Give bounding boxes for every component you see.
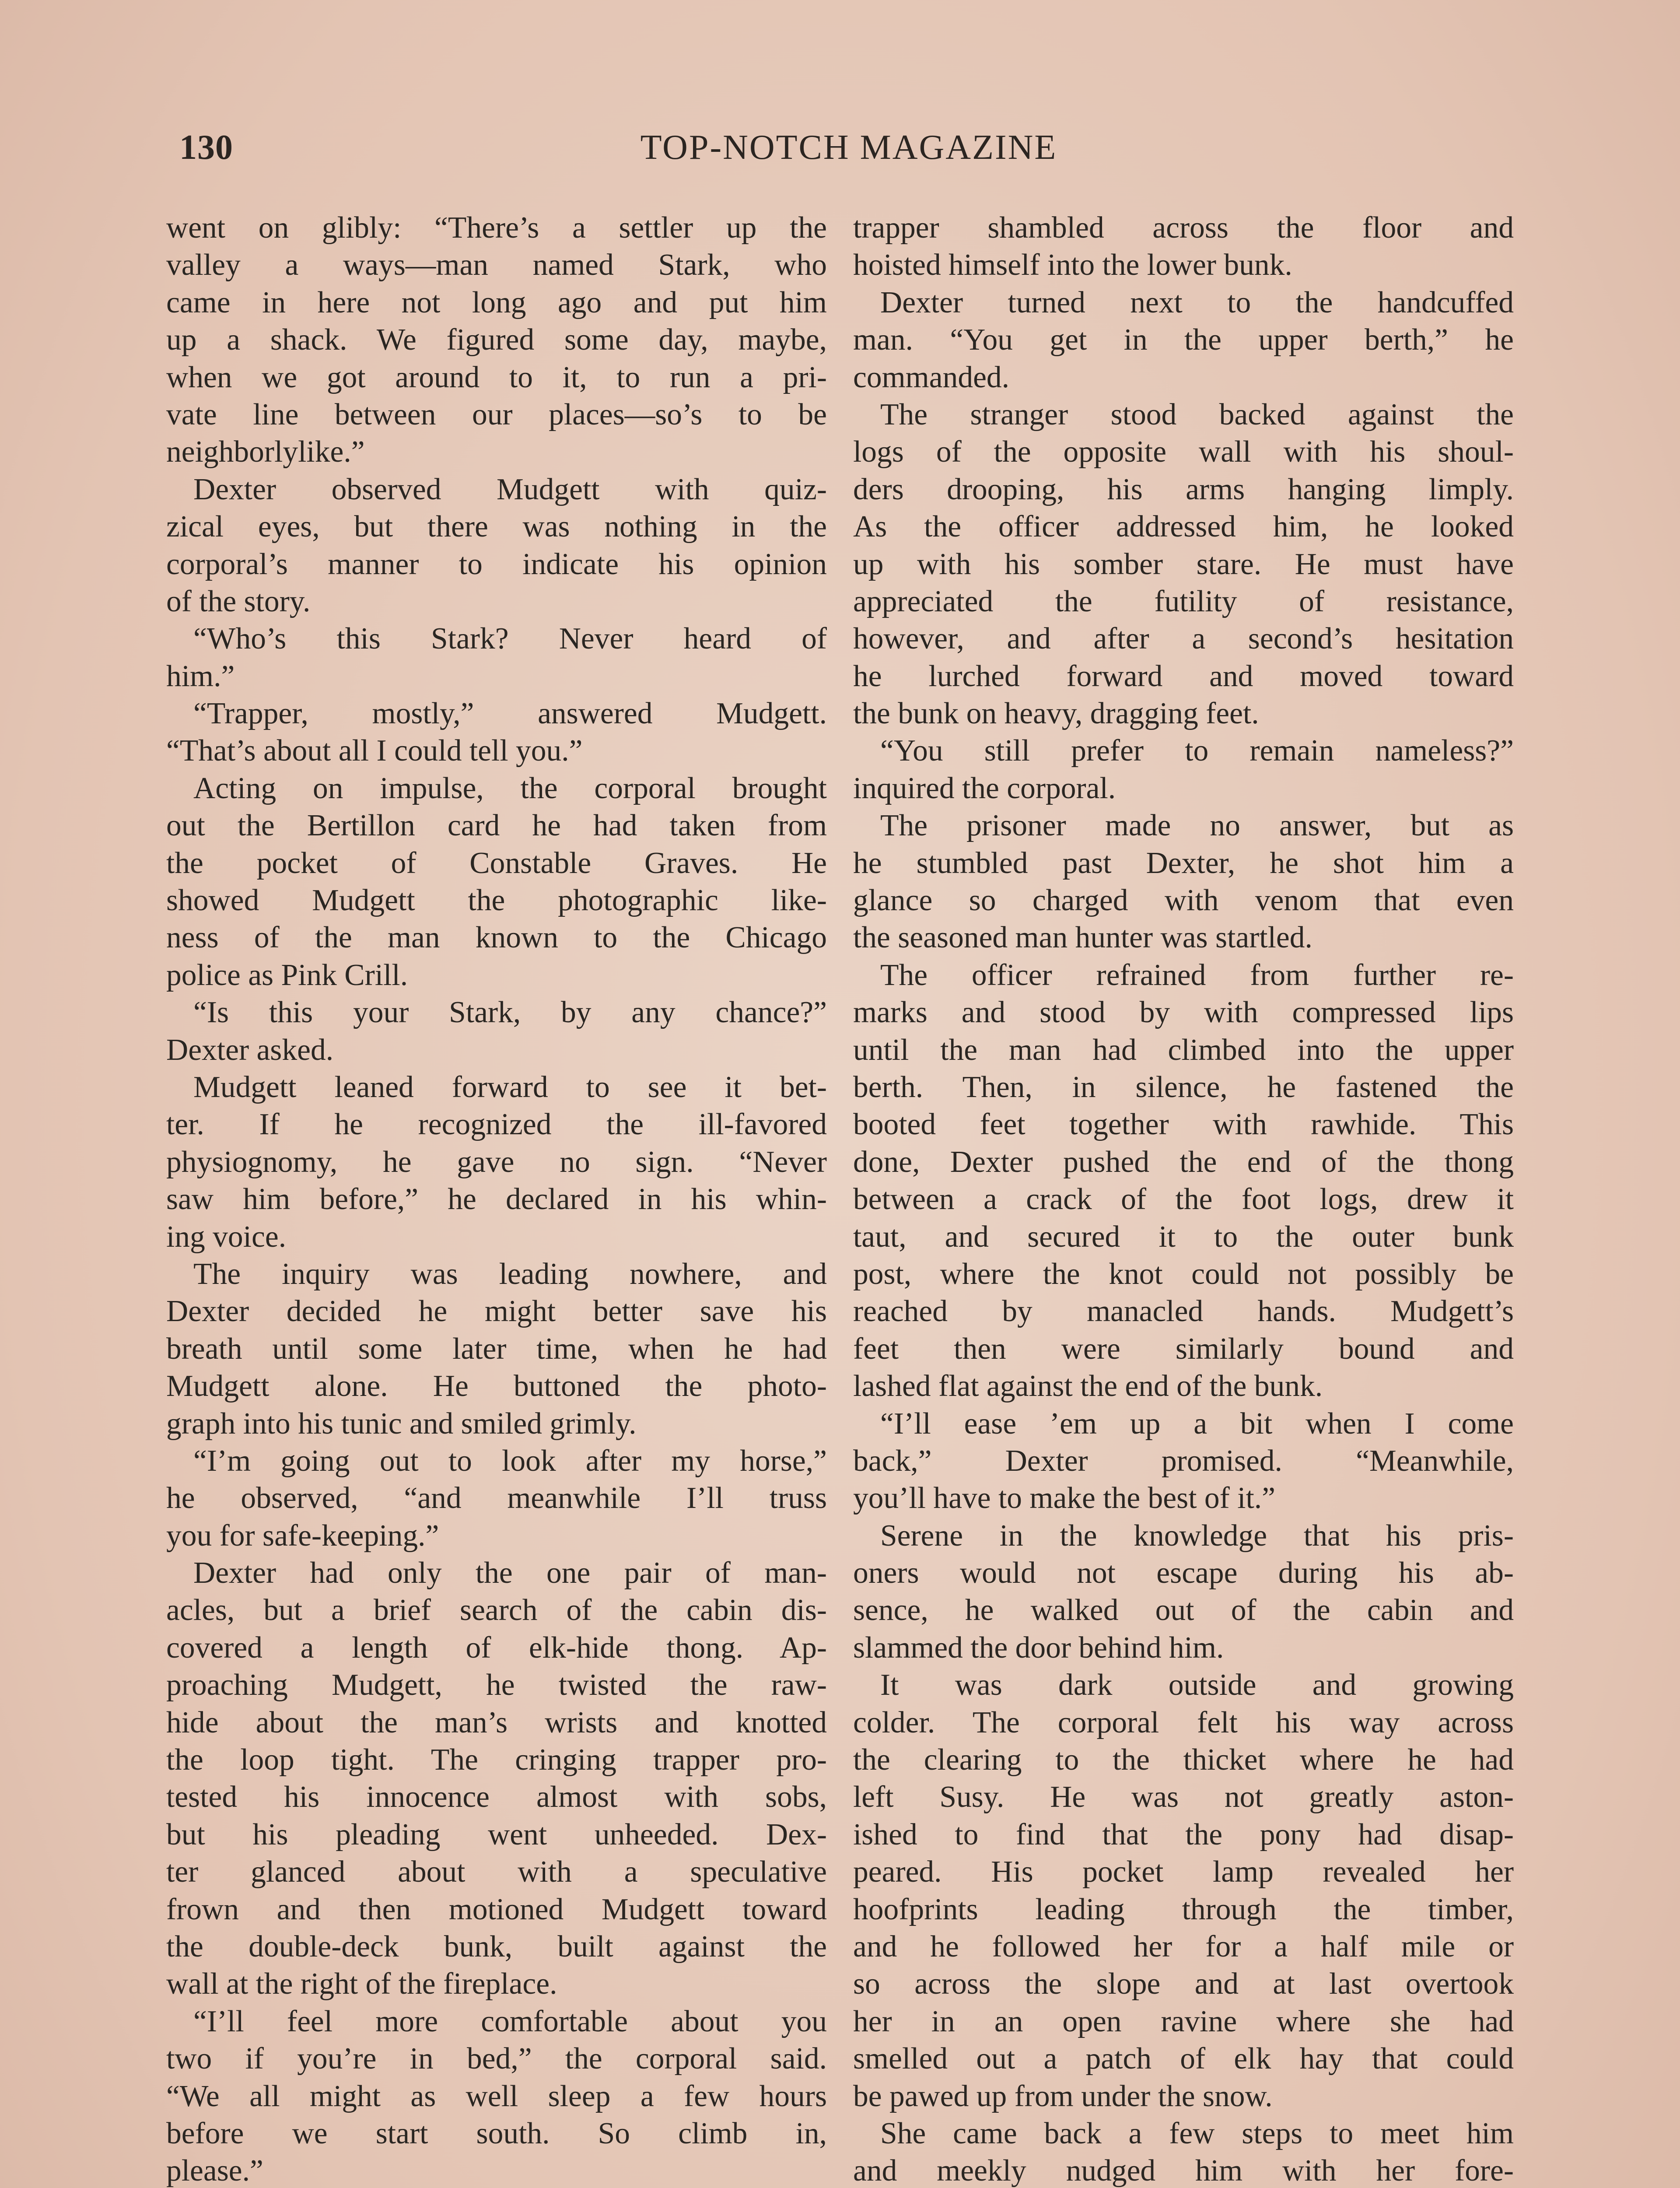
page-header bbox=[179, 128, 1509, 176]
text-line: inquired the corporal. bbox=[853, 771, 1116, 805]
text-line: colder. The corporal felt his way across bbox=[853, 1705, 1514, 1739]
text-line: The prisoner made no answer, but as bbox=[880, 809, 1514, 843]
text-line: It was dark outside and growing bbox=[880, 1668, 1514, 1702]
text-line: berth. Then, in silence, he fastened the bbox=[853, 1070, 1514, 1104]
text-line: valley a ways—man named Stark, who bbox=[166, 248, 827, 282]
text-line: “I’ll ease ’em up a bit when I come bbox=[880, 1406, 1514, 1441]
text-line: up a shack. We figured some day, maybe, bbox=[166, 323, 827, 357]
text-line: feet then were similarly bound and bbox=[853, 1332, 1514, 1366]
text-line: be pawed up from under the snow. bbox=[853, 2079, 1273, 2113]
text-line: Acting on impulse, the corporal brought bbox=[193, 771, 827, 805]
text-line: before we start south. So climb in, bbox=[166, 2116, 827, 2150]
text-line: glance so charged with venom that even bbox=[853, 884, 1514, 918]
text-line: The inquiry was leading nowhere, and bbox=[193, 1257, 827, 1291]
text-line: please.” bbox=[166, 2154, 263, 2188]
text-line: She came back a few steps to meet him bbox=[880, 2116, 1514, 2150]
magazine-title: TOP-NOTCH MAGAZINE bbox=[640, 128, 1057, 167]
text-line: frown and then motioned Mudgett toward bbox=[166, 1892, 827, 1926]
text-line: ders drooping, his arms hanging limply. bbox=[853, 472, 1514, 506]
text-line: the loop tight. The cringing trapper pro- bbox=[166, 1743, 827, 1777]
text-line: commanded. bbox=[853, 360, 1010, 394]
text-line: the bunk on heavy, dragging feet. bbox=[853, 697, 1259, 731]
text-line: “That’s about all I could tell you.” bbox=[166, 734, 583, 768]
text-line: hide about the man’s wrists and knotted bbox=[166, 1705, 827, 1739]
text-line: however, and after a second’s hesitation bbox=[853, 622, 1514, 656]
text-line: hoofprints leading through the timber, bbox=[853, 1892, 1514, 1926]
text-line: so across the slope and at last overtook bbox=[853, 1967, 1514, 2001]
text-line: up with his somber stare. He must have bbox=[853, 547, 1514, 581]
text-line: when we got around to it, to run a pri- bbox=[166, 360, 827, 394]
text-line: he stumbled past Dexter, he shot him a bbox=[853, 846, 1514, 880]
text-line: proaching Mudgett, he twisted the raw- bbox=[166, 1668, 827, 1702]
text-line: until the man had climbed into the upper bbox=[853, 1033, 1514, 1067]
text-line: graph into his tunic and smiled grimly. bbox=[166, 1406, 637, 1441]
text-line: lashed flat against the end of the bunk. bbox=[853, 1369, 1323, 1403]
page-number: 130 bbox=[179, 128, 233, 167]
text-line: tested his innocence almost with sobs, bbox=[166, 1780, 827, 1814]
text-line: peared. His pocket lamp revealed her bbox=[853, 1855, 1514, 1889]
text-line: oners would not escape during his ab- bbox=[853, 1556, 1514, 1590]
text-line: Dexter asked. bbox=[166, 1033, 334, 1067]
text-line: and meekly nudged him with her fore- bbox=[853, 2154, 1514, 2188]
text-line: corporal’s manner to indicate his opinion bbox=[166, 547, 827, 581]
text-line: sence, he walked out of the cabin and bbox=[853, 1593, 1514, 1627]
text-line: went on glibly: “There’s a settler up the bbox=[166, 211, 827, 245]
text-line: reached by manacled hands. Mudgett’s bbox=[853, 1294, 1514, 1329]
text-line: vate line between our places—so’s to be bbox=[166, 397, 827, 431]
text-line: ing voice. bbox=[166, 1220, 287, 1254]
text-line: taut, and secured it to the outer bunk bbox=[853, 1220, 1514, 1254]
text-line: Mudgett leaned forward to see it bet- bbox=[193, 1070, 827, 1104]
left-text-column bbox=[166, 209, 827, 2188]
text-line: ter. If he recognized the ill-favored bbox=[166, 1108, 827, 1142]
text-line: wall at the right of the fireplace. bbox=[166, 1967, 557, 2001]
text-line: ished to find that the pony had disap- bbox=[853, 1817, 1514, 1851]
text-line: acles, but a brief search of the cabin dis- bbox=[166, 1593, 827, 1627]
text-line: logs of the opposite wall with his shoul- bbox=[853, 435, 1514, 469]
text-line: police as Pink Crill. bbox=[166, 958, 408, 992]
text-line: but his pleading went unheeded. Dex- bbox=[166, 1817, 827, 1851]
text-line: between a crack of the foot logs, drew it bbox=[853, 1182, 1514, 1217]
text-line: left Susy. He was not greatly aston- bbox=[853, 1780, 1514, 1814]
text-line: marks and stood by with compressed lips bbox=[853, 996, 1514, 1030]
text-line: Serene in the knowledge that his pris- bbox=[880, 1518, 1514, 1553]
text-line: As the officer addressed him, he looked bbox=[853, 510, 1514, 544]
text-line: back,” Dexter promised. “Meanwhile, bbox=[853, 1444, 1514, 1478]
text-line: breath until some later time, when he had bbox=[166, 1332, 827, 1366]
text-line: done, Dexter pushed the end of the thong bbox=[853, 1145, 1514, 1179]
text-line: “Trapper, mostly,” answered Mudgett. bbox=[193, 697, 827, 731]
text-line: smelled out a patch of elk hay that could bbox=[853, 2042, 1514, 2076]
text-line: you’ll have to make the best of it.” bbox=[853, 1481, 1275, 1515]
text-line: saw him before,” he declared in his whin- bbox=[166, 1182, 827, 1217]
text-line: and he followed her for a half mile or bbox=[853, 1929, 1514, 1964]
text-line: Dexter turned next to the handcuffed bbox=[880, 285, 1514, 319]
text-line: came in here not long ago and put him bbox=[166, 285, 827, 319]
text-line: Dexter observed Mudgett with quiz- bbox=[193, 472, 827, 506]
text-line: the seasoned man hunter was startled. bbox=[853, 921, 1312, 955]
text-line: the pocket of Constable Graves. He bbox=[166, 846, 827, 880]
text-line: appreciated the futility of resistance, bbox=[853, 584, 1514, 618]
text-line: The officer refrained from further re- bbox=[880, 958, 1514, 992]
text-line: zical eyes, but there was nothing in the bbox=[166, 510, 827, 544]
text-line: out the Bertillon card he had taken from bbox=[166, 809, 827, 843]
text-line: her in an open ravine where she had bbox=[853, 2004, 1514, 2038]
text-line: Dexter decided he might better save his bbox=[166, 1294, 827, 1329]
text-line: two if you’re in bed,” the corporal said. bbox=[166, 2042, 827, 2076]
text-line: neighborlylike.” bbox=[166, 435, 365, 469]
text-line: him.” bbox=[166, 659, 235, 693]
text-line: slammed the door behind him. bbox=[853, 1630, 1224, 1665]
text-line: trapper shambled across the floor and bbox=[853, 211, 1514, 245]
text-line: he observed, “and meanwhile I’ll truss bbox=[166, 1481, 827, 1515]
text-line: hoisted himself into the lower bunk. bbox=[853, 248, 1292, 282]
text-line: physiognomy, he gave no sign. “Never bbox=[166, 1145, 827, 1179]
text-line: post, where the knot could not possibly be bbox=[853, 1257, 1514, 1291]
right-text-column bbox=[853, 209, 1514, 2188]
text-line: man. “You get in the upper berth,” he bbox=[853, 323, 1514, 357]
text-line: showed Mudgett the photographic like- bbox=[166, 884, 827, 918]
text-line: of the story. bbox=[166, 584, 311, 618]
text-line: ness of the man known to the Chicago bbox=[166, 921, 827, 955]
text-line: covered a length of elk-hide thong. Ap- bbox=[166, 1630, 827, 1665]
text-line: “I’ll feel more comfortable about you bbox=[193, 2004, 827, 2038]
text-line: “Who’s this Stark? Never heard of bbox=[193, 622, 827, 656]
text-line: The stranger stood backed against the bbox=[880, 397, 1514, 431]
text-line: “Is this your Stark, by any chance?” bbox=[193, 996, 827, 1030]
text-line: ter glanced about with a speculative bbox=[166, 1855, 827, 1889]
text-line: “I’m going out to look after my horse,” bbox=[193, 1444, 827, 1478]
text-line: Dexter had only the one pair of man- bbox=[193, 1556, 827, 1590]
text-line: the clearing to the thicket where he had bbox=[853, 1743, 1514, 1777]
text-line: “You still prefer to remain nameless?” bbox=[880, 734, 1514, 768]
text-line: Mudgett alone. He buttoned the photo- bbox=[166, 1369, 827, 1403]
text-line: booted feet together with rawhide. This bbox=[853, 1108, 1514, 1142]
text-line: he lurched forward and moved toward bbox=[853, 659, 1514, 693]
text-line: “We all might as well sleep a few hours bbox=[166, 2079, 827, 2113]
text-line: the double-deck bunk, built against the bbox=[166, 1929, 827, 1964]
text-line: you for safe-keeping.” bbox=[166, 1518, 439, 1553]
